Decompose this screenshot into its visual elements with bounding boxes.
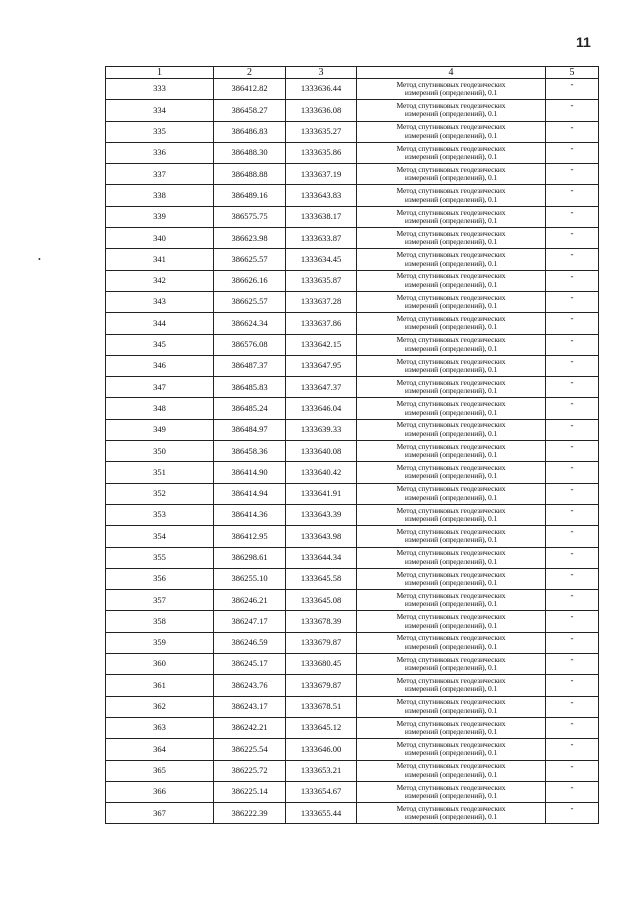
x-coordinate: 386225.14 (214, 781, 286, 802)
point-number: 357 (106, 590, 214, 611)
x-coordinate: 386487.37 (214, 355, 286, 376)
point-number: 361 (106, 675, 214, 696)
method-line-2: измерений (определений), 0.1 (404, 535, 498, 545)
method-description (357, 590, 546, 611)
x-coordinate: 386489.16 (214, 185, 286, 206)
method-line-2: измерений (определений), 0.1 (404, 322, 498, 332)
method-line-2: измерений (определений), 0.1 (404, 599, 498, 609)
y-coordinate: 1333647.95 (286, 355, 357, 376)
method-line-2: измерений (определений), 0.1 (404, 130, 498, 140)
accuracy-dash: - (546, 547, 599, 568)
x-coordinate: 386255.10 (214, 568, 286, 589)
method-description (357, 462, 546, 483)
x-coordinate: 386488.88 (214, 164, 286, 185)
method-description (357, 611, 546, 632)
method-line-2: измерений (определений), 0.1 (404, 514, 498, 524)
method-description (357, 206, 546, 227)
y-coordinate: 1333647.37 (286, 377, 357, 398)
accuracy-dash: - (546, 441, 599, 462)
accuracy-dash: - (546, 739, 599, 760)
x-coordinate: 386485.24 (214, 398, 286, 419)
accuracy-dash: - (546, 121, 599, 142)
header-cell-4: 4 (357, 67, 546, 79)
method-line-1: Метод спутниковых геодезических (396, 505, 506, 515)
table-row (106, 675, 599, 696)
method-line-1: Метод спутниковых геодезических (396, 292, 506, 302)
header-cell-5: 5 (546, 67, 599, 79)
x-coordinate: 386485.83 (214, 377, 286, 398)
x-coordinate: 386488.30 (214, 142, 286, 163)
method-line-2: измерений (определений), 0.1 (404, 790, 498, 800)
accuracy-dash: - (546, 717, 599, 738)
accuracy-dash: - (546, 632, 599, 653)
table-row (106, 547, 599, 568)
accuracy-dash: - (546, 164, 599, 185)
point-number: 352 (106, 483, 214, 504)
table-body (106, 79, 599, 824)
method-description (357, 249, 546, 270)
method-line-2: измерений (определений), 0.1 (404, 386, 498, 396)
point-number: 347 (106, 377, 214, 398)
method-description (357, 781, 546, 802)
accuracy-dash: - (546, 590, 599, 611)
table-row (106, 313, 599, 334)
point-number: 343 (106, 291, 214, 312)
method-description (357, 228, 546, 249)
y-coordinate: 1333637.19 (286, 164, 357, 185)
method-line-2: измерений (определений), 0.1 (404, 343, 498, 353)
method-description (357, 526, 546, 547)
y-coordinate: 1333678.39 (286, 611, 357, 632)
method-line-2: измерений (определений), 0.1 (404, 194, 498, 204)
x-coordinate: 386623.98 (214, 228, 286, 249)
y-coordinate: 1333678.51 (286, 696, 357, 717)
method-line-1: Метод спутниковых геодезических (396, 782, 506, 792)
method-line-2: измерений (определений), 0.1 (404, 279, 498, 289)
method-line-2: измерений (определений), 0.1 (404, 258, 498, 268)
accuracy-dash: - (546, 142, 599, 163)
x-coordinate: 386625.57 (214, 249, 286, 270)
method-line-2: измерений (определений), 0.1 (404, 109, 498, 119)
method-line-1: Метод спутниковых геодезических (396, 526, 506, 536)
y-coordinate: 1333639.33 (286, 419, 357, 440)
x-coordinate: 386246.21 (214, 590, 286, 611)
method-description (357, 164, 546, 185)
y-coordinate: 1333655.44 (286, 803, 357, 824)
method-description (357, 739, 546, 760)
method-description (357, 100, 546, 121)
point-number: 355 (106, 547, 214, 568)
method-description (357, 142, 546, 163)
accuracy-dash: - (546, 100, 599, 121)
table-row (106, 483, 599, 504)
table-row (106, 249, 599, 270)
method-line-1: Метод спутниковых геодезических (396, 441, 506, 451)
method-line-1: Метод спутниковых геодезических (396, 79, 506, 89)
table-row (106, 121, 599, 142)
method-description (357, 291, 546, 312)
y-coordinate: 1333637.86 (286, 313, 357, 334)
x-coordinate: 386225.54 (214, 739, 286, 760)
table-row (106, 228, 599, 249)
point-number: 365 (106, 760, 214, 781)
point-number: 345 (106, 334, 214, 355)
accuracy-dash: - (546, 313, 599, 334)
method-line-2: измерений (определений), 0.1 (404, 237, 498, 247)
y-coordinate: 1333654.67 (286, 781, 357, 802)
accuracy-dash: - (546, 270, 599, 291)
point-number: 336 (106, 142, 214, 163)
table-row (106, 696, 599, 717)
method-line-2: измерений (определений), 0.1 (404, 748, 498, 758)
accuracy-dash: - (546, 483, 599, 504)
method-description (357, 803, 546, 824)
method-line-1: Метод спутниковых геодезических (396, 186, 506, 196)
method-description (357, 675, 546, 696)
y-coordinate: 1333635.87 (286, 270, 357, 291)
accuracy-dash: - (546, 675, 599, 696)
accuracy-dash: - (546, 611, 599, 632)
point-number: 351 (106, 462, 214, 483)
x-coordinate: 386222.39 (214, 803, 286, 824)
accuracy-dash: - (546, 760, 599, 781)
method-line-1: Метод спутниковых геодезических (396, 548, 506, 558)
point-number: 344 (106, 313, 214, 334)
method-description (357, 185, 546, 206)
point-number: 356 (106, 568, 214, 589)
point-number: 363 (106, 717, 214, 738)
table-row (106, 526, 599, 547)
point-number: 338 (106, 185, 214, 206)
method-line-1: Метод спутниковых геодезических (396, 633, 506, 643)
header-cell-3: 3 (286, 67, 357, 79)
method-line-1: Метод спутниковых геодезических (396, 654, 506, 664)
table-row (106, 590, 599, 611)
y-coordinate: 1333679.87 (286, 632, 357, 653)
y-coordinate: 1333642.15 (286, 334, 357, 355)
y-coordinate: 1333633.87 (286, 228, 357, 249)
table-row (106, 441, 599, 462)
y-coordinate: 1333634.45 (286, 249, 357, 270)
y-coordinate: 1333640.08 (286, 441, 357, 462)
method-line-1: Метод спутниковых геодезических (396, 761, 506, 771)
y-coordinate: 1333646.04 (286, 398, 357, 419)
table-row (106, 270, 599, 291)
x-coordinate: 386575.75 (214, 206, 286, 227)
method-line-1: Метод спутниковых геодезических (396, 356, 506, 366)
x-coordinate: 386576.08 (214, 334, 286, 355)
method-line-1: Метод спутниковых геодезических (396, 122, 506, 132)
table-row (106, 760, 599, 781)
table-row (106, 717, 599, 738)
method-description (357, 441, 546, 462)
table-row (106, 355, 599, 376)
accuracy-dash: - (546, 355, 599, 376)
point-number: 340 (106, 228, 214, 249)
method-line-1: Метод спутниковых геодезических (396, 803, 506, 813)
table-row (106, 739, 599, 760)
y-coordinate: 1333635.27 (286, 121, 357, 142)
accuracy-dash: - (546, 696, 599, 717)
point-number: 339 (106, 206, 214, 227)
method-line-1: Метод спутниковых геодезических (396, 612, 506, 622)
table-row (106, 654, 599, 675)
point-number: 350 (106, 441, 214, 462)
method-line-1: Метод спутниковых геодезических (396, 463, 506, 473)
table-row (106, 504, 599, 525)
x-coordinate: 386412.95 (214, 526, 286, 547)
coordinates-table (105, 66, 599, 824)
point-number: 359 (106, 632, 214, 653)
method-line-2: измерений (определений), 0.1 (404, 556, 498, 566)
header-cell-1: 1 (106, 67, 214, 79)
method-description (357, 121, 546, 142)
point-number: 364 (106, 739, 214, 760)
y-coordinate: 1333635.86 (286, 142, 357, 163)
y-coordinate: 1333636.08 (286, 100, 357, 121)
x-coordinate: 386414.94 (214, 483, 286, 504)
x-coordinate: 386412.82 (214, 79, 286, 100)
point-number: 349 (106, 419, 214, 440)
method-description (357, 313, 546, 334)
header-cell-2: 2 (214, 67, 286, 79)
table-row (106, 185, 599, 206)
table-row (106, 632, 599, 653)
y-coordinate: 1333644.34 (286, 547, 357, 568)
y-coordinate: 1333643.39 (286, 504, 357, 525)
method-line-1: Метод спутниковых геодезических (396, 420, 506, 430)
method-description (357, 377, 546, 398)
x-coordinate: 386486.83 (214, 121, 286, 142)
accuracy-dash: - (546, 419, 599, 440)
method-description (357, 334, 546, 355)
method-line-1: Метод спутниковых геодезических (396, 101, 506, 111)
method-line-2: измерений (определений), 0.1 (404, 727, 498, 737)
x-coordinate: 386247.17 (214, 611, 286, 632)
method-line-1: Метод спутниковых геодезических (396, 590, 506, 600)
x-coordinate: 386484.97 (214, 419, 286, 440)
method-line-2: измерений (определений), 0.1 (404, 812, 498, 822)
y-coordinate: 1333636.44 (286, 79, 357, 100)
accuracy-dash: - (546, 334, 599, 355)
point-number: 354 (106, 526, 214, 547)
table-row (106, 398, 599, 419)
stray-mark: • (38, 255, 41, 264)
accuracy-dash: - (546, 79, 599, 100)
point-number: 358 (106, 611, 214, 632)
accuracy-dash: - (546, 526, 599, 547)
method-description (357, 398, 546, 419)
point-number: 366 (106, 781, 214, 802)
method-line-1: Метод спутниковых геодезических (396, 569, 506, 579)
method-line-2: измерений (определений), 0.1 (404, 705, 498, 715)
method-line-1: Метод спутниковых геодезических (396, 228, 506, 238)
accuracy-dash: - (546, 185, 599, 206)
point-number: 341 (106, 249, 214, 270)
y-coordinate: 1333645.58 (286, 568, 357, 589)
method-description (357, 504, 546, 525)
table-row (106, 419, 599, 440)
point-number: 360 (106, 654, 214, 675)
y-coordinate: 1333645.08 (286, 590, 357, 611)
x-coordinate: 386243.76 (214, 675, 286, 696)
x-coordinate: 386626.16 (214, 270, 286, 291)
table-row (106, 79, 599, 100)
method-description (357, 654, 546, 675)
y-coordinate: 1333643.98 (286, 526, 357, 547)
accuracy-dash: - (546, 504, 599, 525)
method-line-2: измерений (определений), 0.1 (404, 769, 498, 779)
accuracy-dash: - (546, 803, 599, 824)
method-description (357, 270, 546, 291)
accuracy-dash: - (546, 377, 599, 398)
method-line-2: измерений (определений), 0.1 (404, 215, 498, 225)
x-coordinate: 386458.36 (214, 441, 286, 462)
y-coordinate: 1333638.17 (286, 206, 357, 227)
method-line-1: Метод спутниковых геодезических (396, 250, 506, 260)
x-coordinate: 386245.17 (214, 654, 286, 675)
y-coordinate: 1333653.21 (286, 760, 357, 781)
method-line-1: Метод спутниковых геодезических (396, 143, 506, 153)
table-row (106, 462, 599, 483)
method-description (357, 547, 546, 568)
method-line-1: Метод спутниковых геодезических (396, 314, 506, 323)
table-row (106, 142, 599, 163)
table-row (106, 803, 599, 824)
table-row (106, 206, 599, 227)
method-line-1: Метод спутниковых геодезических (396, 271, 506, 281)
point-number: 346 (106, 355, 214, 376)
method-line-2: измерений (определений), 0.1 (404, 407, 498, 417)
method-line-2: измерений (определений), 0.1 (404, 641, 498, 651)
method-line-2: измерений (определений), 0.1 (404, 450, 498, 460)
point-number: 342 (106, 270, 214, 291)
x-coordinate: 386414.36 (214, 504, 286, 525)
y-coordinate: 1333680.45 (286, 654, 357, 675)
x-coordinate: 386242.21 (214, 717, 286, 738)
accuracy-dash: - (546, 462, 599, 483)
method-description (357, 355, 546, 376)
accuracy-dash: - (546, 781, 599, 802)
method-description (357, 483, 546, 504)
table-row (106, 291, 599, 312)
point-number: 335 (106, 121, 214, 142)
header-row (106, 67, 599, 79)
method-line-2: измерений (определений), 0.1 (404, 684, 498, 694)
accuracy-dash: - (546, 206, 599, 227)
x-coordinate: 386624.34 (214, 313, 286, 334)
method-description (357, 717, 546, 738)
accuracy-dash: - (546, 568, 599, 589)
method-line-1: Метод спутниковых геодезических (396, 739, 506, 749)
x-coordinate: 386243.17 (214, 696, 286, 717)
method-line-2: измерений (определений), 0.1 (404, 88, 498, 98)
method-description (357, 760, 546, 781)
y-coordinate: 1333640.42 (286, 462, 357, 483)
y-coordinate: 1333679.87 (286, 675, 357, 696)
accuracy-dash: - (546, 654, 599, 675)
method-line-1: Метод спутниковых геодезических (396, 484, 506, 494)
method-line-2: измерений (определений), 0.1 (404, 492, 498, 502)
method-line-2: измерений (определений), 0.1 (404, 365, 498, 374)
method-line-2: измерений (определений), 0.1 (404, 173, 498, 183)
x-coordinate: 386625.57 (214, 291, 286, 312)
x-coordinate: 386246.59 (214, 632, 286, 653)
x-coordinate: 386225.72 (214, 760, 286, 781)
point-number: 362 (106, 696, 214, 717)
method-line-1: Метод спутниковых геодезических (396, 335, 506, 345)
method-line-2: измерений (определений), 0.1 (404, 577, 498, 587)
method-line-2: измерений (определений), 0.1 (404, 301, 498, 311)
y-coordinate: 1333645.12 (286, 717, 357, 738)
point-number: 334 (106, 100, 214, 121)
method-line-1: Метод спутниковых геодезических (396, 676, 506, 686)
y-coordinate: 1333637.28 (286, 291, 357, 312)
method-line-2: измерений (определений), 0.1 (404, 663, 498, 673)
method-line-2: измерений (определений), 0.1 (404, 471, 498, 481)
table-row (106, 164, 599, 185)
table-row (106, 377, 599, 398)
y-coordinate: 1333643.83 (286, 185, 357, 206)
accuracy-dash: - (546, 228, 599, 249)
method-line-2: измерений (определений), 0.1 (404, 620, 498, 630)
method-line-2: измерений (определений), 0.1 (404, 152, 498, 162)
point-number: 337 (106, 164, 214, 185)
accuracy-dash: - (546, 398, 599, 419)
accuracy-dash: - (546, 291, 599, 312)
method-line-1: Метод спутниковых геодезических (396, 718, 506, 728)
method-line-2: измерений (определений), 0.1 (404, 428, 498, 438)
table-row (106, 781, 599, 802)
table-row (106, 100, 599, 121)
x-coordinate: 386298.61 (214, 547, 286, 568)
point-number: 367 (106, 803, 214, 824)
method-description (357, 696, 546, 717)
table-row (106, 334, 599, 355)
method-description (357, 79, 546, 100)
method-line-1: Метод спутниковых геодезических (396, 164, 506, 174)
method-description (357, 419, 546, 440)
method-line-1: Метод спутниковых геодезических (396, 207, 506, 217)
x-coordinate: 386414.90 (214, 462, 286, 483)
point-number: 333 (106, 79, 214, 100)
table-row (106, 568, 599, 589)
method-line-1: Метод спутниковых геодезических (396, 399, 506, 409)
table-row (106, 611, 599, 632)
method-line-1: Метод спутниковых геодезических (396, 377, 506, 387)
point-number: 353 (106, 504, 214, 525)
accuracy-dash: - (546, 249, 599, 270)
point-number: 348 (106, 398, 214, 419)
method-description (357, 632, 546, 653)
page-number: 11 (576, 34, 591, 50)
method-line-1: Метод спутниковых геодезических (396, 697, 506, 707)
method-description (357, 568, 546, 589)
y-coordinate: 1333641.91 (286, 483, 357, 504)
x-coordinate: 386458.27 (214, 100, 286, 121)
y-coordinate: 1333646.00 (286, 739, 357, 760)
